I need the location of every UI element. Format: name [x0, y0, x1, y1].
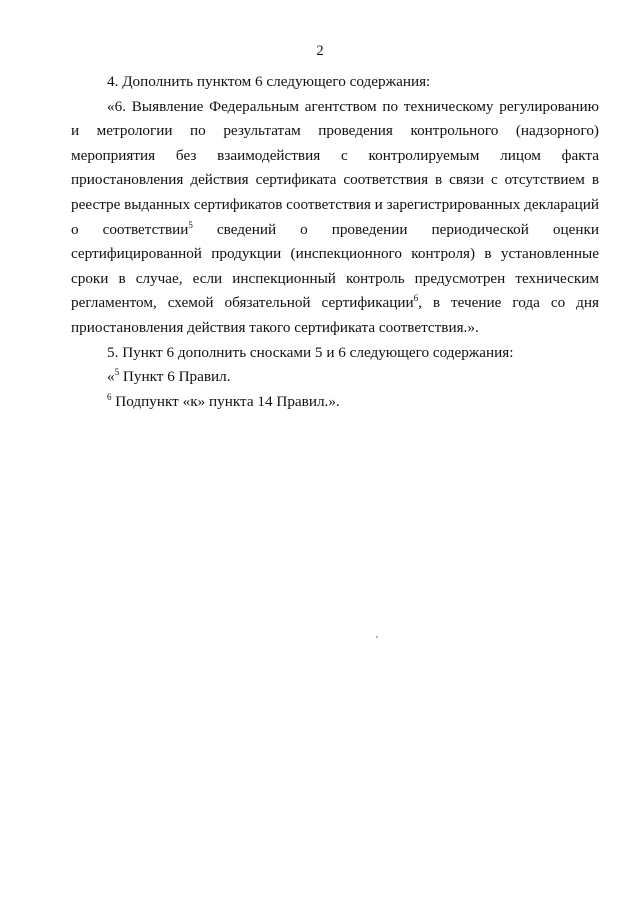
page-number: 2 — [316, 43, 324, 59]
footnote-5-text: Пункт 6 Правил. — [119, 368, 231, 386]
paragraph-item-6 — [71, 95, 599, 341]
footnote-6-marker: 6 — [107, 391, 112, 402]
footnote-5-marker: 5 — [114, 367, 120, 378]
paragraph-item-4-intro: 4. Дополнить пунктом 6 следующего содержания: — [107, 73, 431, 90]
item-6-text-part-3: , в течение года со дня приостановления действия такого сертификата соответствия.». — [71, 294, 599, 336]
item-6-text-part-1: «6. Выявление Федеральным агентством по техническому регулированию и метрологии по результатам проведения контрольного (надзорного) мероприятия без взаимодействия с контролируемым лицом факта приостановления действия сертификата соответствия в связи с отсутствием в реестре выданных сертификатов соответствия и зарегистрированных деклараций о соответствии — [71, 97, 599, 238]
scan-speck — [376, 636, 378, 638]
footnote-ref-5: 5 — [188, 219, 193, 230]
document-body — [71, 70, 599, 414]
footnote-6-text: Подпункт «к» пункта 14 Правил.». — [111, 392, 340, 410]
paragraph-item-5-intro: 5. Пункт 6 дополнить сносками 5 и 6 следующего содержания: — [107, 343, 514, 361]
item-6-text-part-2: сведений о проведении периодической оценки сертифицированной продукции (инспекционного контроля) в установленные сроки в случае, если инспекционный контроль предусмотрен техническим регламентом, схемой обязательной сертификации — [71, 220, 599, 312]
footnote-6-line — [71, 390, 599, 415]
footnote-5-open-quote: « — [107, 368, 115, 386]
footnote-ref-6: 6 — [413, 293, 419, 304]
footnote-5-line — [71, 365, 599, 390]
